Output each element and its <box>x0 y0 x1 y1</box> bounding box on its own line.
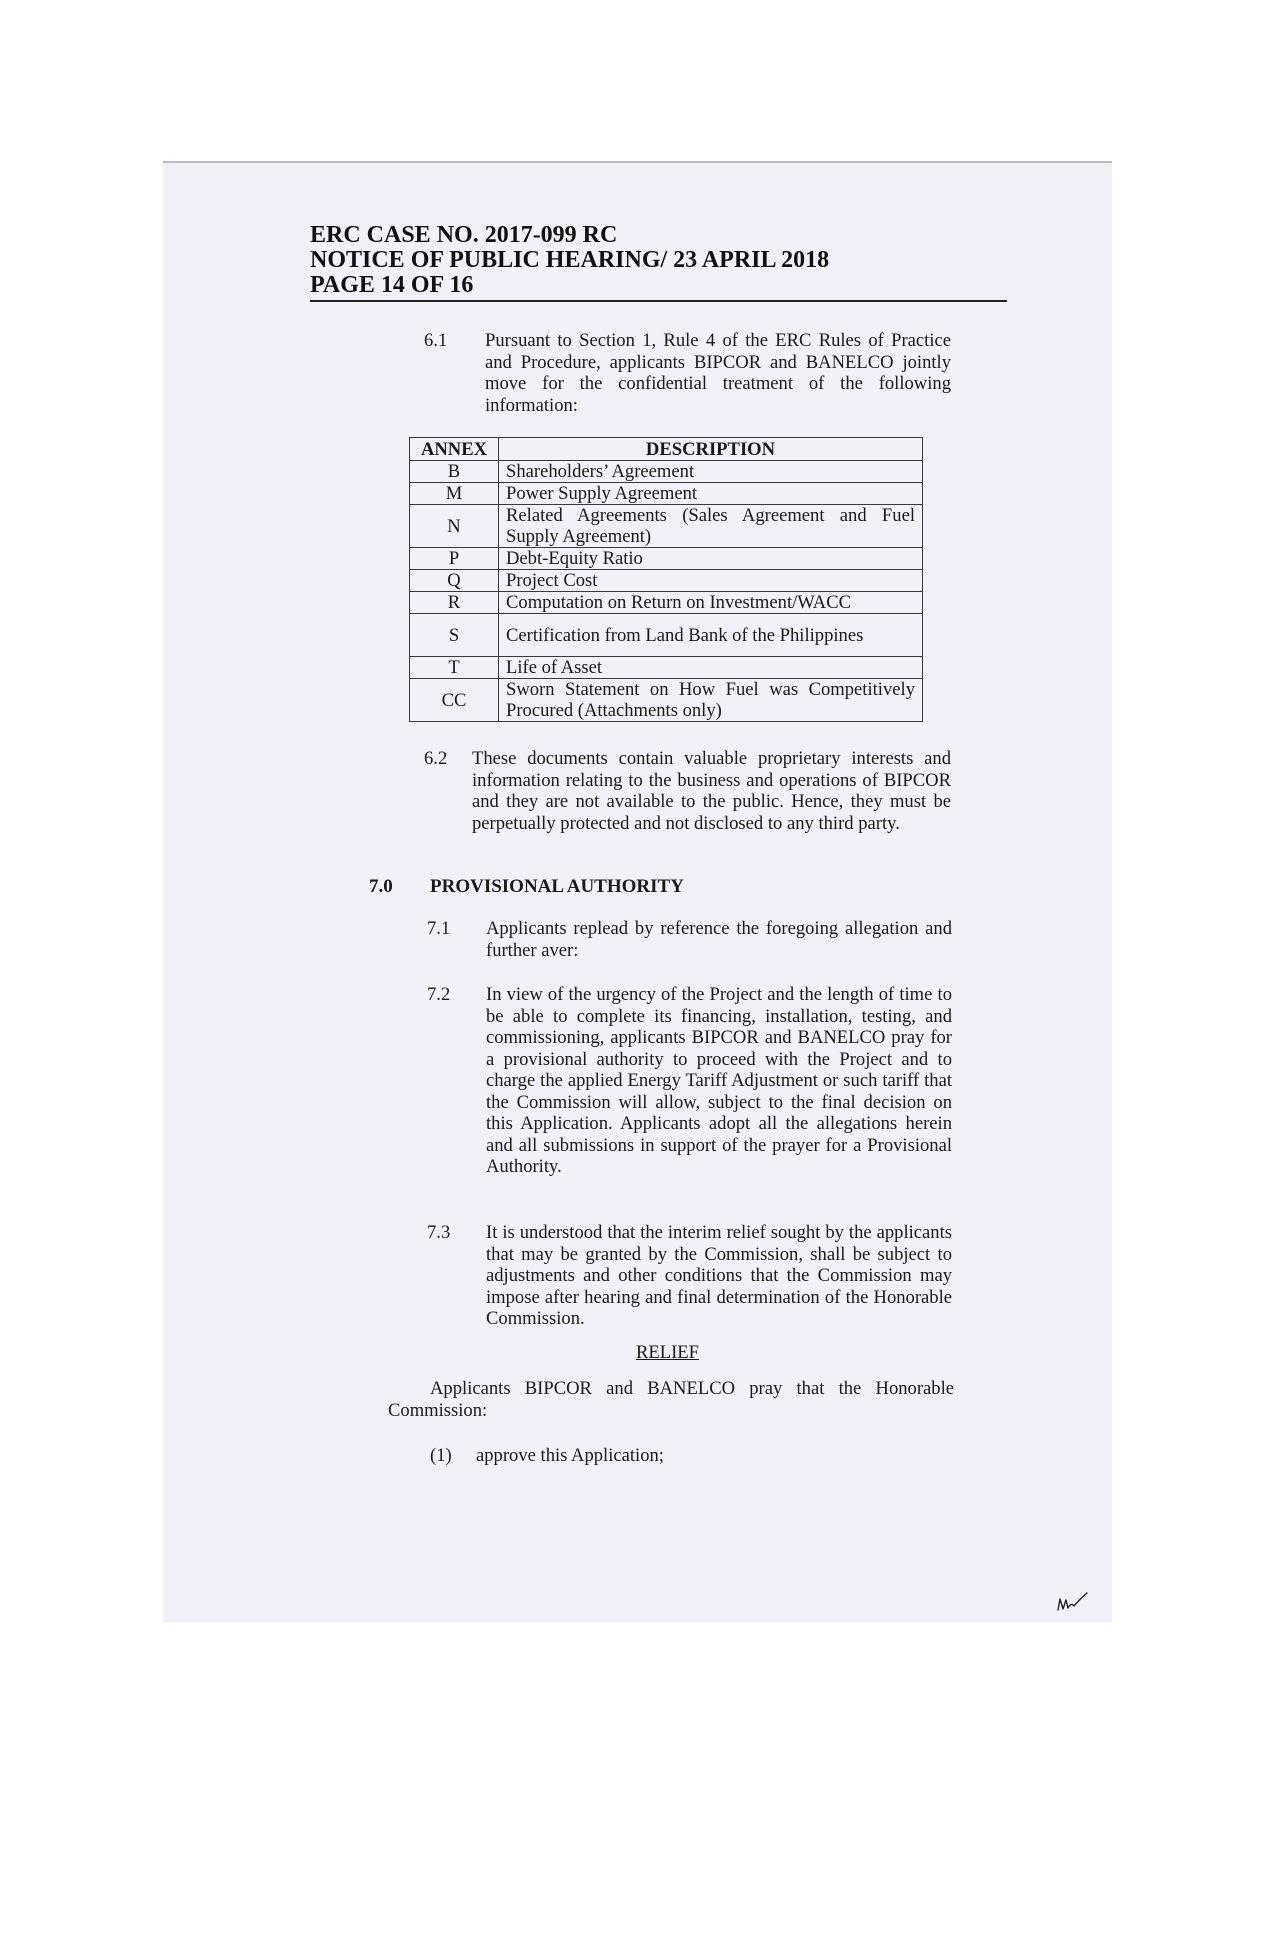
signature-initials-icon <box>1055 1590 1095 1614</box>
annex-code: N <box>410 505 499 548</box>
annex-description: Computation on Return on Investment/WACC <box>499 592 923 614</box>
paragraph-number-6-1: 6.1 <box>424 330 448 351</box>
section-number-7-0: 7.0 <box>369 876 393 897</box>
document-header <box>310 223 1010 298</box>
notice-title: NOTICE OF PUBLIC HEARING/ 23 APRIL 2018 <box>310 247 830 273</box>
paragraph-7-3: It is understood that the interim relief sought by the applicants that may be granted by the Commission, shall be subject to adjustments and other conditions that the Commission may impose after hearing and final determination of the Honorable Commission. <box>486 1222 952 1329</box>
table-row <box>410 614 923 657</box>
section-title-provisional-authority: PROVISIONAL AUTHORITY <box>430 876 684 897</box>
annex-code: CC <box>410 679 499 722</box>
paragraph-number-6-2: 6.2 <box>424 748 448 769</box>
annex-description: Related Agreements (Sales Agreement and Fuel Supply Agreement) <box>499 505 923 548</box>
annex-description: Project Cost <box>499 570 923 592</box>
case-number: ERC CASE NO. 2017-099 RC <box>310 222 618 248</box>
table-row <box>410 592 923 614</box>
annex-description: Shareholders’ Agreement <box>499 461 923 483</box>
paragraph-6-1: Pursuant to Section 1, Rule 4 of the ERC Rules of Practice and Procedure, applicants BIPCOR and BANELCO jointly move for the confidential treatment of the following information: <box>485 330 951 416</box>
annex-description: Sworn Statement on How Fuel was Competitively Procured (Attachments only) <box>499 679 923 722</box>
annex-description: Power Supply Agreement <box>499 483 923 505</box>
paragraph-6-2: These documents contain valuable proprietary interests and information relating to the business and operations of BIPCOR and they are not available to the public. Hence, they must be perpetually protected and not disclosed to any third party. <box>472 748 951 834</box>
table-row <box>410 570 923 592</box>
table-header-row <box>410 438 923 461</box>
table-row <box>410 461 923 483</box>
annex-code: S <box>410 614 499 657</box>
paragraph-number-7-2: 7.2 <box>427 984 451 1005</box>
page-number: PAGE 14 OF 16 <box>310 272 474 298</box>
paragraph-7-1: Applicants replead by reference the foregoing allegation and further aver: <box>486 918 952 961</box>
annex-code: Q <box>410 570 499 592</box>
paragraph-7-2: In view of the urgency of the Project and the length of time to be able to complete its financing, installation, testing, and commissioning, applicants BIPCOR and BANELCO pray for a provisional authority to proceed with the Project and to charge the applied Energy Tariff Adjustment or such tariff that the Commission will allow, subject to the final decision on this Application. Applicants adopt all the allegations herein and all submissions in support of the prayer for a Provisional Authority. <box>486 984 952 1177</box>
annex-code: B <box>410 461 499 483</box>
header-divider <box>310 300 1007 302</box>
relief-intro: Applicants BIPCOR and BANELCO pray that the Honorable Commission: <box>388 1378 954 1421</box>
annex-code: T <box>410 657 499 679</box>
column-header-description: DESCRIPTION <box>499 438 923 461</box>
relief-heading: RELIEF <box>636 1342 700 1363</box>
table-row <box>410 657 923 679</box>
relief-item-text: approve this Application; <box>476 1445 664 1466</box>
annex-code: R <box>410 592 499 614</box>
relief-item-number: (1) <box>430 1445 452 1466</box>
paragraph-number-7-3: 7.3 <box>427 1222 451 1243</box>
annex-description: Debt-Equity Ratio <box>499 548 923 570</box>
annex-code: M <box>410 483 499 505</box>
annex-description: Life of Asset <box>499 657 923 679</box>
table-row <box>410 548 923 570</box>
annex-description: Certification from Land Bank of the Philippines <box>499 614 923 657</box>
paragraph-number-7-1: 7.1 <box>427 918 451 939</box>
annex-code: P <box>410 548 499 570</box>
table-row <box>410 483 923 505</box>
confidential-annex-table <box>409 437 923 722</box>
table-row <box>410 679 923 722</box>
column-header-annex: ANNEX <box>410 438 499 461</box>
table-row <box>410 505 923 548</box>
